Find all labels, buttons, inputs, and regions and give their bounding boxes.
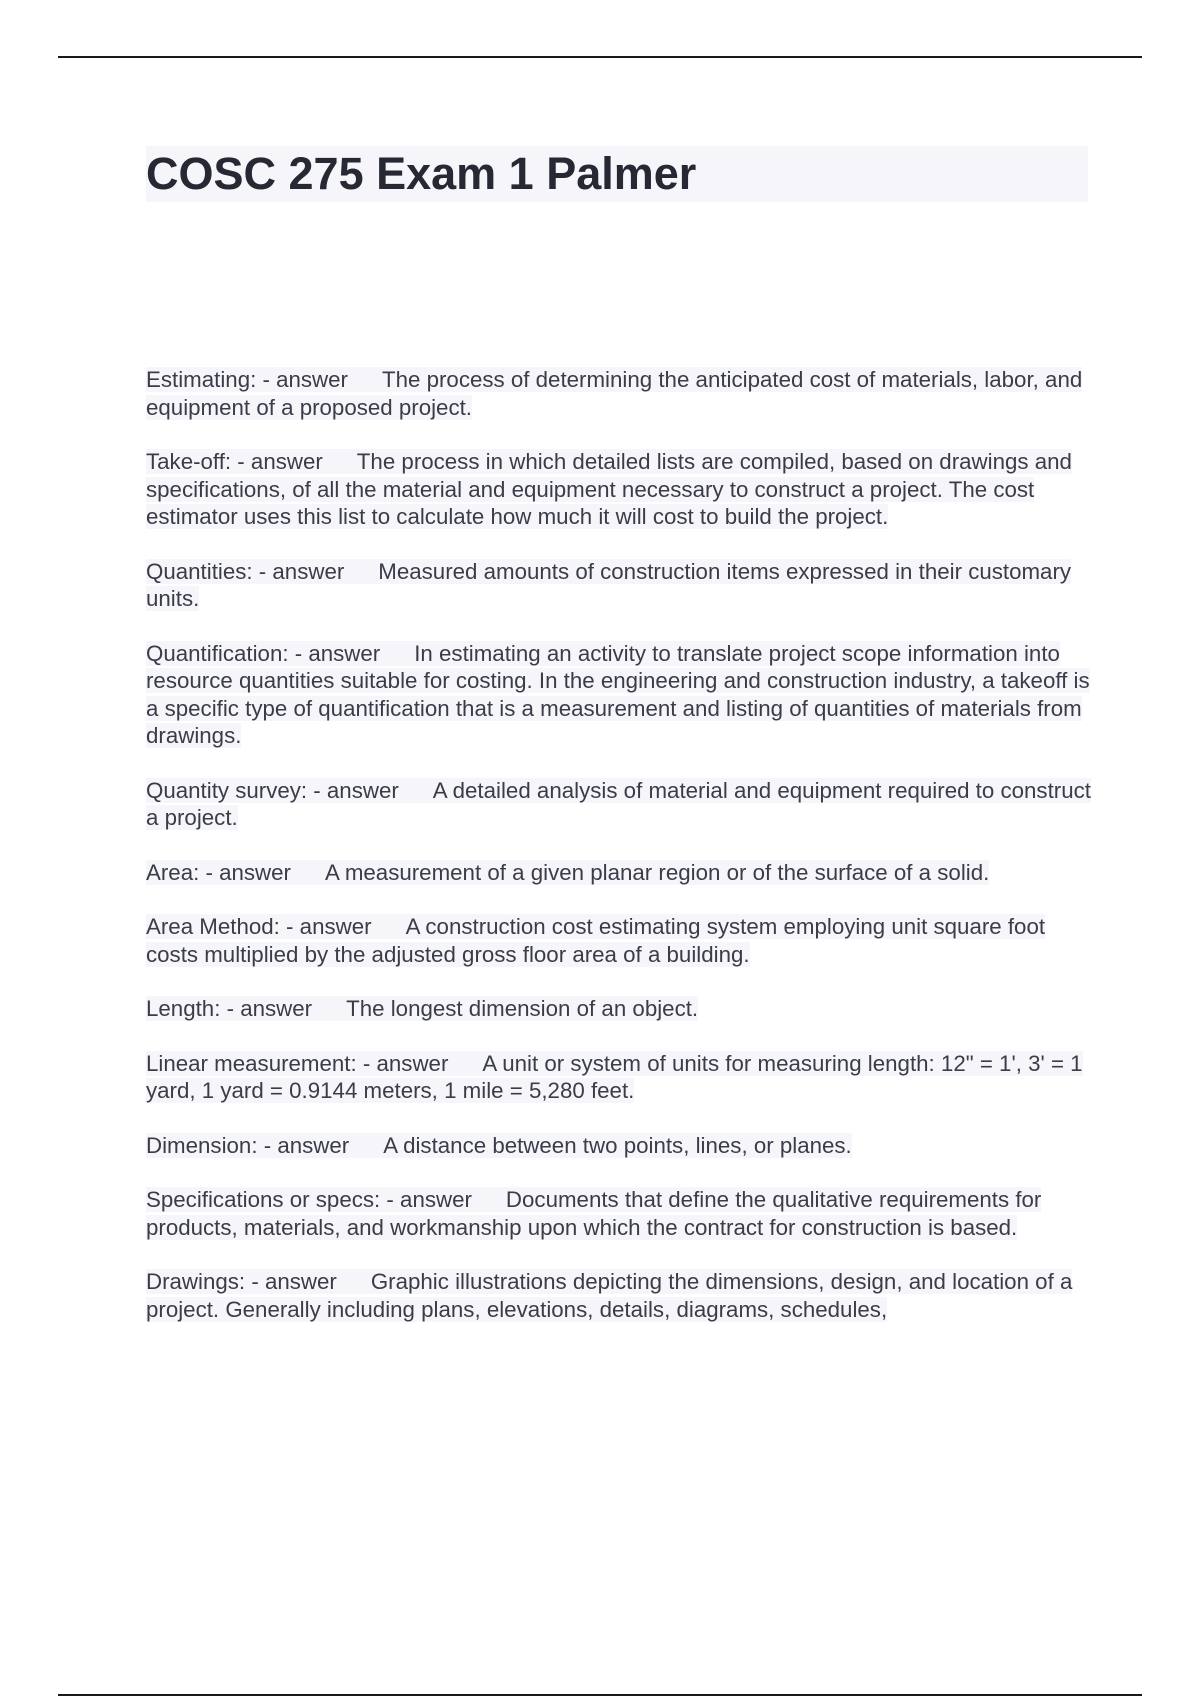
entry-definition: A distance between two points, lines, or planes. [383,1132,852,1158]
top-rule [58,56,1142,58]
entry-quantities [146,558,1096,613]
entry-take-off [146,448,1096,531]
entry-term: Area Method: - answer [146,914,372,939]
entry-specifications [146,1186,1096,1241]
document-title: COSC 275 Exam 1 Palmer [146,148,697,199]
entry-definition: Measured amounts of construction items expressed in their customary units. [146,558,1072,611]
entry-term: Drawings: - answer [146,1269,337,1294]
entry-definition: A measurement of a given planar region or of the surface of a solid. [324,859,990,885]
entry-definition: A unit or system of units for measuring length: 12" = 1', 3' = 1 yard, 1 yard = 0.9144 meters, 1 mile = 5,280 feet. [146,1050,1083,1103]
entry-definition: In estimating an activity to translate project scope information into resource quantities suitable for costing. In the engineering and construction industry, a takeoff is a specific type of quantification that is a measurement and listing of quantities of materials from drawings. [146,640,1090,748]
entry-linear-measurement [146,1050,1096,1105]
flashcard-list [146,366,1096,1350]
entry-term: Linear measurement: - answer [146,1050,449,1076]
entry-term: Length: - answer [146,996,313,1021]
entry-definition: The process of determining the anticipated cost of materials, labor, and equipment of a proposed project. [146,367,1083,420]
entry-area [146,859,1096,887]
entry-area-method [146,913,1096,968]
entry-quantity-survey [146,777,1096,832]
entry-dimension [146,1132,1096,1160]
entry-length [146,995,1096,1023]
entry-term: Dimension: - answer [146,1132,350,1158]
entry-definition: A construction cost estimating system employing unit square foot costs multiplied by the adjusted gross floor area of a building. [146,914,1046,967]
entry-estimating [146,366,1096,421]
entry-definition: A detailed analysis of material and equipment required to construct a project. [146,777,1091,830]
entry-definition: The process in which detailed lists are compiled, based on drawings and specifications, of all the material and equipment necessary to construct a project. The cost estimator uses this list to calculate how much it will cost to build the project. [146,449,1072,529]
entry-term: Quantification: - answer [146,640,381,666]
entry-term: Quantities: - answer [146,558,345,584]
entry-definition: The longest dimension of an object. [346,996,699,1021]
entry-term: Specifications or specs: - answer [146,1187,472,1212]
entry-drawings [146,1268,1096,1323]
entry-term: Quantity survey: - answer [146,777,399,803]
entry-definition: Documents that define the qualitative requirements for products, materials, and workmanship upon which the contract for construction is based. [146,1187,1042,1240]
entry-term: Estimating: - answer [146,367,348,392]
entry-term: Take-off: - answer [146,449,323,474]
entry-quantification [146,640,1096,750]
bottom-rule [58,1694,1142,1696]
entry-term: Area: - answer [146,859,291,885]
entry-definition: Graphic illustrations depicting the dimensions, design, and location of a project. Generally including plans, elevations, details, diagrams, schedules, [146,1269,1073,1322]
